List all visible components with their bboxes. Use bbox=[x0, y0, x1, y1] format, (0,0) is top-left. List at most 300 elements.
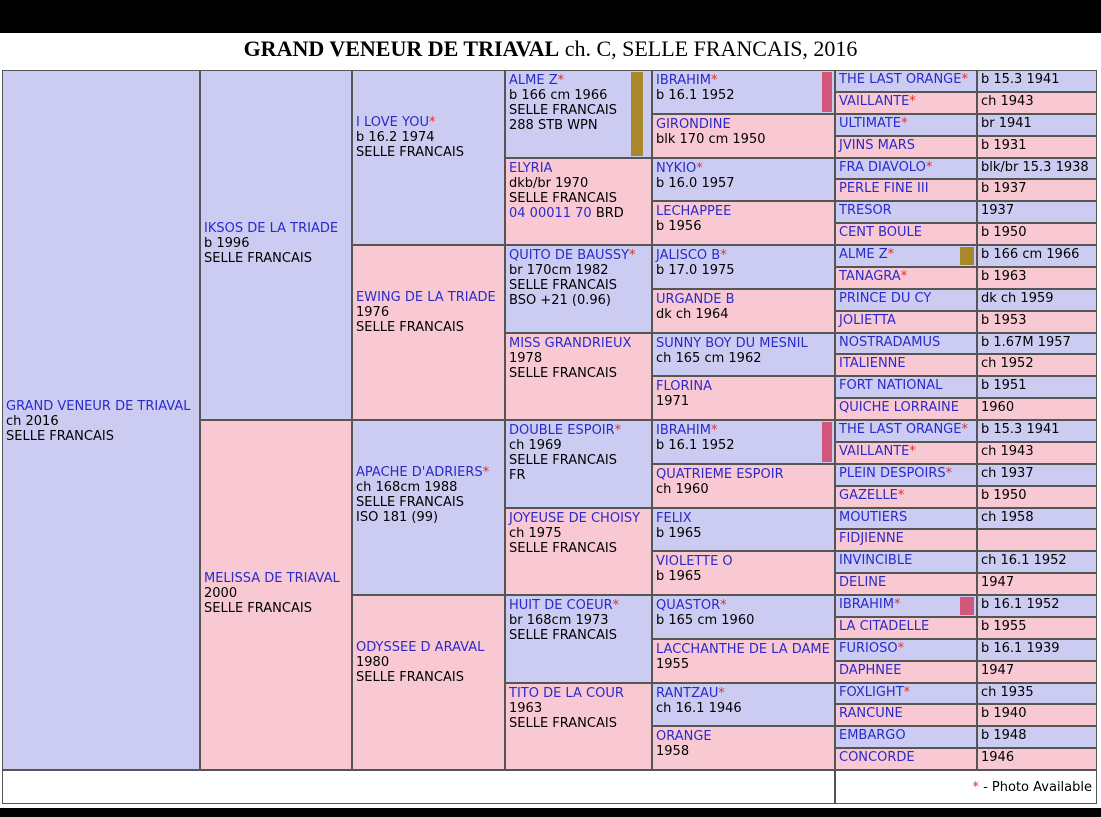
horse-name-link[interactable] bbox=[839, 72, 968, 87]
photo-available-icon: * bbox=[612, 598, 620, 613]
horse-name-link[interactable] bbox=[204, 571, 348, 586]
photo-available-icon: * bbox=[900, 268, 908, 284]
horse-detail: b 166 cm 1966 bbox=[981, 247, 1080, 262]
horse-name-link[interactable] bbox=[839, 203, 892, 218]
horse-name[interactable]: GRAND VENEUR DE TRIAVAL bbox=[6, 399, 191, 414]
horse-name[interactable]: GAZELLE bbox=[839, 487, 898, 503]
horse-detail: SELLE FRANCAIS bbox=[509, 278, 617, 293]
pedigree-cell-info bbox=[977, 136, 1097, 158]
horse-detail: ch 1960 bbox=[656, 481, 709, 497]
horse-name[interactable]: JOYEUSE DE CHOISY bbox=[509, 510, 641, 526]
horse-detail: b 16.0 1957 bbox=[656, 175, 735, 191]
horse-name[interactable]: TITO DE LA COUR bbox=[509, 685, 624, 701]
pedigree-cell-info bbox=[977, 464, 1097, 486]
horse-detail: ch 16.1 1952 bbox=[981, 553, 1067, 569]
horse-name-link[interactable] bbox=[839, 488, 904, 503]
horse-name-link[interactable] bbox=[839, 356, 906, 371]
horse-detail: b 1940 bbox=[981, 706, 1027, 722]
horse-name[interactable]: JALISCO B bbox=[656, 248, 721, 263]
horse-name[interactable]: LA CITADELLE bbox=[839, 618, 930, 634]
horse-detail: b 1953 bbox=[981, 312, 1027, 328]
horse-detail: blk/br 15.3 1938 bbox=[981, 159, 1089, 175]
horse-name[interactable]: I LOVE YOU bbox=[356, 114, 429, 130]
horse-name[interactable]: FIDJIENNE bbox=[839, 531, 904, 547]
horse-detail: ch 165 cm 1962 bbox=[656, 350, 762, 366]
horse-name-link[interactable] bbox=[656, 117, 831, 132]
horse-name-link[interactable] bbox=[839, 291, 931, 306]
horse-detail: b 166 cm 1966 bbox=[509, 88, 608, 103]
horse-name[interactable]: ITALIENNE bbox=[839, 356, 906, 372]
horse-name[interactable]: PRINCE DU CY bbox=[839, 290, 932, 306]
pedigree-cell-info bbox=[977, 704, 1097, 726]
pedigree-cell-name bbox=[835, 529, 977, 551]
horse-detail: b 1951 bbox=[981, 378, 1027, 394]
photo-available-icon: * bbox=[903, 684, 911, 700]
pedigree-cell-info bbox=[977, 333, 1097, 355]
horse-name-link[interactable] bbox=[509, 511, 648, 526]
horse-name[interactable]: QUICHE LORRAINE bbox=[839, 400, 959, 416]
horse-name-link[interactable] bbox=[656, 292, 831, 307]
horse-name[interactable]: QUITO DE BAUSSY bbox=[509, 248, 630, 263]
photo-legend bbox=[835, 770, 1097, 804]
pedigree-cell-name bbox=[835, 354, 977, 376]
horse-name-link[interactable] bbox=[839, 378, 942, 393]
pedigree-cell-info bbox=[977, 442, 1097, 464]
horse-name[interactable]: ALME Z bbox=[839, 247, 888, 262]
pedigree-cell-info bbox=[977, 420, 1097, 442]
photo-available-icon: * bbox=[614, 423, 622, 438]
horse-name[interactable]: SUNNY BOY DU MESNIL bbox=[656, 335, 808, 351]
horse-name[interactable]: IBRAHIM bbox=[656, 423, 711, 438]
horse-detail: b 1963 bbox=[981, 268, 1027, 284]
horse-name[interactable]: FLORINA bbox=[656, 379, 712, 395]
horse-detail: ch 1943 bbox=[981, 93, 1034, 109]
horse-name[interactable]: FRA DIAVOLO bbox=[839, 159, 926, 175]
pedigree-cell bbox=[505, 70, 652, 158]
horse-name-link[interactable] bbox=[839, 466, 952, 481]
horse-detail: br 168cm 1973 bbox=[509, 613, 609, 628]
pedigree-cell bbox=[652, 508, 835, 552]
horse-name[interactable]: JOLIETTA bbox=[839, 312, 896, 328]
horse-name[interactable]: URGANDE B bbox=[656, 291, 735, 307]
pedigree-cell bbox=[652, 70, 835, 114]
horse-name-link[interactable] bbox=[656, 379, 831, 394]
horse-detail: ch 1958 bbox=[981, 509, 1034, 525]
horse-detail: BSO +21 (0.96) bbox=[509, 293, 611, 308]
photo-available-icon: * bbox=[909, 93, 916, 109]
horse-name-link[interactable] bbox=[204, 221, 348, 236]
horse-name-link[interactable] bbox=[656, 467, 831, 482]
horse-name-link[interactable] bbox=[839, 728, 906, 743]
pedigree-cell-info bbox=[977, 639, 1097, 661]
horse-name-link[interactable] bbox=[839, 422, 968, 437]
horse-detail: 288 STB WPN bbox=[509, 118, 598, 133]
pedigree-cell bbox=[352, 595, 505, 770]
horse-name[interactable]: NYKIO bbox=[656, 160, 697, 176]
pedigree-cell-name bbox=[835, 508, 977, 530]
photo-available-icon: * bbox=[909, 443, 916, 459]
horse-name-link[interactable] bbox=[656, 511, 831, 526]
registration-number: 04 00011 70 bbox=[509, 205, 592, 221]
pedigree-cell-name bbox=[835, 201, 977, 223]
horse-name[interactable]: QUATRIEME ESPOIR bbox=[656, 466, 784, 482]
photo-available-icon: * bbox=[961, 422, 968, 437]
pedigree-cell bbox=[652, 245, 835, 289]
horse-name[interactable]: FURIOSO bbox=[839, 640, 898, 656]
horse-name[interactable]: ORANGE bbox=[656, 729, 712, 745]
horse-name-link[interactable] bbox=[839, 597, 900, 612]
horse-name[interactable]: VIOLETTE O bbox=[656, 554, 733, 570]
horse-detail: ch 16.1 1946 bbox=[656, 700, 742, 716]
pedigree-cell-name bbox=[835, 661, 977, 683]
horse-name-link[interactable] bbox=[839, 663, 901, 678]
pedigree-cell bbox=[652, 201, 835, 245]
horse-name[interactable]: MOUTIERS bbox=[839, 509, 908, 525]
horse-name-link[interactable] bbox=[839, 247, 894, 262]
pedigree-cell-name bbox=[835, 376, 977, 398]
horse-detail: SELLE FRANCAIS bbox=[509, 453, 617, 468]
registration-suffix: BRD bbox=[591, 205, 624, 221]
horse-detail: ch 2016 bbox=[6, 414, 59, 429]
horse-name[interactable]: FOXLIGHT bbox=[839, 684, 904, 700]
pedigree-cell-info bbox=[977, 551, 1097, 573]
pedigree-cell-info bbox=[977, 683, 1097, 705]
horse-name[interactable]: LECHAPPEE bbox=[656, 204, 732, 220]
horse-name-link[interactable] bbox=[656, 729, 831, 744]
horse-detail: 1978 bbox=[509, 350, 543, 366]
horse-name-link[interactable] bbox=[356, 640, 501, 655]
horse-name-link[interactable] bbox=[839, 138, 915, 153]
horse-name[interactable]: EMBARGO bbox=[839, 728, 906, 744]
horse-name[interactable]: ULTIMATE bbox=[839, 115, 901, 131]
horse-name[interactable]: RANCUNE bbox=[839, 706, 903, 722]
horse-name-link[interactable] bbox=[356, 290, 501, 305]
horse-name-link[interactable] bbox=[656, 423, 831, 438]
pedigree-cell-info bbox=[977, 267, 1097, 289]
horse-name[interactable]: IBRAHIM bbox=[839, 597, 894, 612]
pedigree-cell bbox=[352, 245, 505, 420]
horse-name[interactable]: THE LAST ORANGE bbox=[839, 422, 962, 437]
horse-detail: b 15.3 1941 bbox=[981, 422, 1060, 437]
pedigree-cell-name bbox=[835, 333, 977, 355]
horse-name-link[interactable] bbox=[839, 400, 959, 415]
pedigree-cell-name bbox=[835, 617, 977, 639]
horse-name-link[interactable] bbox=[839, 181, 929, 196]
horse-name[interactable]: ALME Z bbox=[509, 73, 558, 88]
pedigree-cell-name bbox=[835, 420, 977, 442]
photo-available-icon: * bbox=[428, 114, 436, 130]
horse-detail: dk ch 1964 bbox=[656, 306, 729, 322]
horse-detail: ch 1952 bbox=[981, 356, 1034, 372]
horse-name-link[interactable] bbox=[839, 335, 940, 350]
horse-detail: b 16.2 1974 bbox=[356, 129, 435, 145]
pedigree-cell-name bbox=[835, 179, 977, 201]
horse-name[interactable]: MISS GRANDRIEUX bbox=[509, 335, 632, 351]
horse-name-link[interactable] bbox=[839, 116, 908, 131]
horse-detail: ch 1935 bbox=[981, 684, 1034, 700]
horse-name[interactable]: FELIX bbox=[656, 510, 692, 526]
horse-name-link[interactable] bbox=[839, 269, 907, 284]
horse-name[interactable]: IKSOS DE LA TRIADE bbox=[204, 221, 339, 236]
pedigree-cell-info bbox=[977, 92, 1097, 114]
horse-detail: b 1950 bbox=[981, 487, 1027, 503]
horse-detail: SELLE FRANCAIS bbox=[356, 669, 464, 685]
pedigree-cell-info bbox=[977, 726, 1097, 748]
horse-detail: ch 1969 bbox=[509, 438, 562, 453]
photo-available-icon: * bbox=[720, 248, 727, 263]
horse-name[interactable]: VAILLANTE bbox=[839, 443, 910, 459]
pedigree-cell bbox=[505, 508, 652, 596]
pedigree-cell bbox=[352, 70, 505, 245]
horse-detail: b 1931 bbox=[981, 137, 1027, 153]
horse-detail: SELLE FRANCAIS bbox=[6, 429, 114, 444]
horse-name-link[interactable] bbox=[656, 248, 831, 263]
horse-name[interactable]: CONCORDE bbox=[839, 750, 915, 766]
pedigree-cell-name bbox=[835, 486, 977, 508]
pedigree-cell-name bbox=[835, 158, 977, 180]
horse-name-link[interactable] bbox=[839, 444, 916, 459]
horse-detail: b 17.0 1975 bbox=[656, 263, 735, 278]
horse-name[interactable]: ODYSSEE D ARAVAL bbox=[356, 639, 485, 655]
horse-name-link[interactable] bbox=[656, 686, 831, 701]
pedigree-cell-name bbox=[835, 92, 977, 114]
horse-title-details: ch. C, SELLE FRANCAIS, 2016 bbox=[564, 36, 858, 61]
horse-name-link[interactable] bbox=[656, 204, 831, 219]
pedigree-cell-info bbox=[977, 354, 1097, 376]
pedigree-cell-info bbox=[977, 617, 1097, 639]
horse-name-link[interactable] bbox=[509, 423, 648, 438]
horse-detail: 1955 bbox=[656, 656, 690, 672]
photo-available-icon: * bbox=[893, 597, 901, 612]
horse-name-link[interactable] bbox=[839, 641, 904, 656]
horse-name[interactable]: QUASTOR bbox=[656, 598, 721, 613]
pedigree-cell-info bbox=[977, 245, 1097, 267]
horse-name[interactable]: INVINCIBLE bbox=[839, 553, 913, 569]
photo-thumbnail[interactable] bbox=[631, 72, 643, 156]
photo-available-icon: * bbox=[925, 159, 933, 175]
pedigree-cell bbox=[652, 726, 835, 770]
horse-name[interactable]: DOUBLE ESPOIR bbox=[509, 423, 615, 438]
horse-name[interactable]: JVINS MARS bbox=[839, 137, 916, 153]
horse-detail: 1971 bbox=[656, 394, 690, 410]
pedigree-cell bbox=[652, 683, 835, 727]
horse-name[interactable]: PLEIN DESPOIRS bbox=[839, 465, 946, 481]
pedigree-cell-info bbox=[977, 70, 1097, 92]
horse-name[interactable]: MELISSA DE TRIAVAL bbox=[204, 571, 340, 586]
horse-name-link[interactable] bbox=[656, 642, 831, 657]
horse-name-link[interactable] bbox=[839, 619, 929, 634]
horse-name-link[interactable] bbox=[509, 686, 648, 701]
pedigree-cell-info bbox=[977, 114, 1097, 136]
horse-name[interactable]: TRESOR bbox=[839, 203, 892, 219]
pedigree-cell-name bbox=[835, 573, 977, 595]
horse-detail: b 1956 bbox=[656, 219, 702, 235]
horse-detail: ch 1975 bbox=[509, 525, 562, 541]
horse-name[interactable]: HUIT DE COEUR bbox=[509, 598, 613, 613]
horse-name-link[interactable] bbox=[509, 73, 648, 88]
pedigree-cell-info bbox=[977, 289, 1097, 311]
horse-detail: SELLE FRANCAIS bbox=[509, 365, 617, 381]
horse-name-link[interactable] bbox=[656, 598, 831, 613]
horse-name[interactable]: NOSTRADAMUS bbox=[839, 334, 941, 350]
pedigree-cell bbox=[652, 376, 835, 420]
horse-detail: b 1965 bbox=[656, 525, 702, 541]
horse-name-link[interactable] bbox=[6, 399, 196, 414]
horse-name-link[interactable] bbox=[509, 598, 648, 613]
pedigree-cell-name bbox=[835, 704, 977, 726]
horse-name-link[interactable] bbox=[839, 685, 910, 700]
horse-detail: b 1948 bbox=[981, 728, 1027, 744]
pedigree-cell bbox=[2, 70, 200, 770]
pedigree-cell-name bbox=[835, 551, 977, 573]
horse-detail: ch 1937 bbox=[981, 465, 1034, 481]
photo-available-icon: * bbox=[710, 423, 718, 438]
pedigree-cell bbox=[652, 158, 835, 202]
photo-available-icon: * bbox=[629, 248, 636, 263]
horse-name-link[interactable] bbox=[509, 248, 648, 263]
horse-name[interactable]: EWING DE LA TRIADE bbox=[356, 289, 496, 305]
horse-detail: SELLE FRANCAIS bbox=[509, 540, 617, 556]
pedigree-cell bbox=[505, 683, 652, 771]
horse-detail: b 15.3 1941 bbox=[981, 72, 1060, 87]
pedigree-cell-name bbox=[835, 136, 977, 158]
horse-name-link[interactable] bbox=[656, 161, 831, 176]
horse-detail: 1963 bbox=[509, 700, 543, 716]
pedigree-cell-info bbox=[977, 376, 1097, 398]
pedigree-cell bbox=[652, 464, 835, 508]
pedigree-cell bbox=[505, 158, 652, 246]
horse-name-link[interactable] bbox=[839, 706, 903, 721]
horse-name-link[interactable] bbox=[509, 161, 648, 176]
horse-detail: b 16.1 1939 bbox=[981, 640, 1060, 656]
horse-name-link[interactable] bbox=[839, 531, 904, 546]
horse-detail: dk ch 1959 bbox=[981, 290, 1054, 306]
photo-available-icon: * bbox=[887, 247, 895, 262]
photo-thumbnail[interactable] bbox=[822, 72, 832, 112]
horse-detail: SELLE FRANCAIS bbox=[509, 190, 617, 206]
horse-detail: SELLE FRANCAIS bbox=[509, 715, 617, 731]
pedigree-cell-name bbox=[835, 245, 977, 267]
pedigree-cell bbox=[200, 70, 352, 420]
horse-name-link[interactable] bbox=[839, 94, 916, 109]
pedigree-cell-info bbox=[977, 179, 1097, 201]
horse-detail: b 1937 bbox=[981, 181, 1027, 197]
pedigree-cell-name bbox=[835, 595, 977, 617]
horse-name[interactable]: CENT BOULE bbox=[839, 225, 922, 241]
photo-legend-text: - Photo Available bbox=[983, 780, 1092, 795]
horse-name-link[interactable] bbox=[839, 553, 912, 568]
pedigree-cell-name bbox=[835, 726, 977, 748]
photo-available-icon: * bbox=[945, 465, 953, 481]
pedigree-cell-info bbox=[977, 486, 1097, 508]
pedigree-cell bbox=[505, 595, 652, 683]
horse-detail: b 1.67M 1957 bbox=[981, 334, 1071, 350]
photo-star-icon: * bbox=[972, 780, 979, 795]
horse-name[interactable]: IBRAHIM bbox=[656, 73, 711, 88]
horse-detail: dkb/br 1970 bbox=[509, 175, 589, 191]
pedigree-cell-name bbox=[835, 289, 977, 311]
horse-detail: br 1941 bbox=[981, 115, 1032, 131]
horse-name-link[interactable] bbox=[839, 160, 932, 175]
photo-thumbnail[interactable] bbox=[960, 597, 974, 615]
photo-available-icon: * bbox=[897, 640, 905, 656]
horse-detail: SELLE FRANCAIS bbox=[204, 601, 312, 616]
horse-name[interactable]: DELINE bbox=[839, 575, 887, 591]
pedigree-cell bbox=[200, 420, 352, 770]
horse-detail: 2000 bbox=[204, 586, 238, 601]
pedigree-cell-info bbox=[977, 398, 1097, 420]
photo-available-icon: * bbox=[710, 73, 718, 88]
registration-line bbox=[509, 206, 648, 221]
horse-detail: ch 168cm 1988 bbox=[356, 479, 458, 495]
horse-detail: ch 1943 bbox=[981, 443, 1034, 459]
horse-detail: 1980 bbox=[356, 654, 390, 670]
photo-available-icon: * bbox=[718, 685, 725, 701]
horse-name-link[interactable] bbox=[509, 336, 648, 351]
horse-name-link[interactable] bbox=[839, 575, 886, 590]
horse-detail: SELLE FRANCAIS bbox=[356, 319, 464, 335]
horse-name-link[interactable] bbox=[656, 554, 831, 569]
pedigree-cell bbox=[652, 289, 835, 333]
horse-name-link[interactable] bbox=[356, 465, 501, 480]
pedigree-cell-info bbox=[977, 573, 1097, 595]
horse-name-link[interactable] bbox=[656, 336, 831, 351]
footer-spacer bbox=[2, 770, 835, 804]
horse-name-link[interactable] bbox=[839, 313, 896, 328]
pedigree-cell-info bbox=[977, 158, 1097, 180]
horse-name[interactable]: DAPHNEE bbox=[839, 662, 902, 678]
horse-name-link[interactable] bbox=[839, 225, 922, 240]
horse-name[interactable]: GIRONDINE bbox=[656, 116, 731, 132]
photo-thumbnail[interactable] bbox=[960, 247, 974, 265]
pedigree-cell-name bbox=[835, 311, 977, 333]
horse-name[interactable]: LACCHANTHE DE LA DAME bbox=[656, 641, 830, 657]
photo-available-icon: * bbox=[696, 160, 703, 176]
horse-name[interactable]: RANTZAU bbox=[656, 685, 719, 701]
photo-thumbnail[interactable] bbox=[822, 422, 832, 462]
horse-detail: b 1950 bbox=[981, 225, 1027, 241]
horse-name[interactable]: ELYRIA bbox=[509, 160, 553, 176]
horse-name[interactable]: PERLE FINE III bbox=[839, 181, 929, 197]
horse-name-link[interactable] bbox=[839, 510, 907, 525]
horse-name[interactable]: APACHE D'ADRIERS bbox=[356, 464, 483, 480]
horse-name[interactable]: VAILLANTE bbox=[839, 93, 910, 109]
page-title bbox=[0, 35, 1101, 63]
horse-detail: FR bbox=[509, 468, 526, 483]
horse-detail: SELLE FRANCAIS bbox=[356, 494, 464, 510]
pedigree-cell bbox=[652, 595, 835, 639]
horse-name-link[interactable] bbox=[656, 73, 831, 88]
horse-detail: b 16.1 1952 bbox=[656, 88, 735, 103]
pedigree-cell-info bbox=[977, 529, 1097, 551]
pedigree-cell bbox=[652, 333, 835, 377]
horse-name[interactable]: TANAGRA bbox=[839, 268, 901, 284]
horse-name-link[interactable] bbox=[839, 750, 915, 765]
pedigree-cell-name bbox=[835, 748, 977, 770]
pedigree-cell-name bbox=[835, 267, 977, 289]
horse-name-link[interactable] bbox=[356, 115, 501, 130]
horse-detail: 1960 bbox=[981, 400, 1015, 416]
horse-detail: b 16.1 1952 bbox=[656, 438, 735, 453]
pedigree-cell bbox=[505, 333, 652, 421]
horse-name[interactable]: THE LAST ORANGE bbox=[839, 72, 962, 87]
horse-name[interactable]: FORT NATIONAL bbox=[839, 378, 943, 394]
pedigree-cell-name bbox=[835, 223, 977, 245]
photo-available-icon: * bbox=[557, 73, 565, 88]
pedigree-cell bbox=[652, 639, 835, 683]
horse-detail: SELLE FRANCAIS bbox=[509, 103, 617, 118]
horse-detail: b 1965 bbox=[656, 569, 702, 585]
